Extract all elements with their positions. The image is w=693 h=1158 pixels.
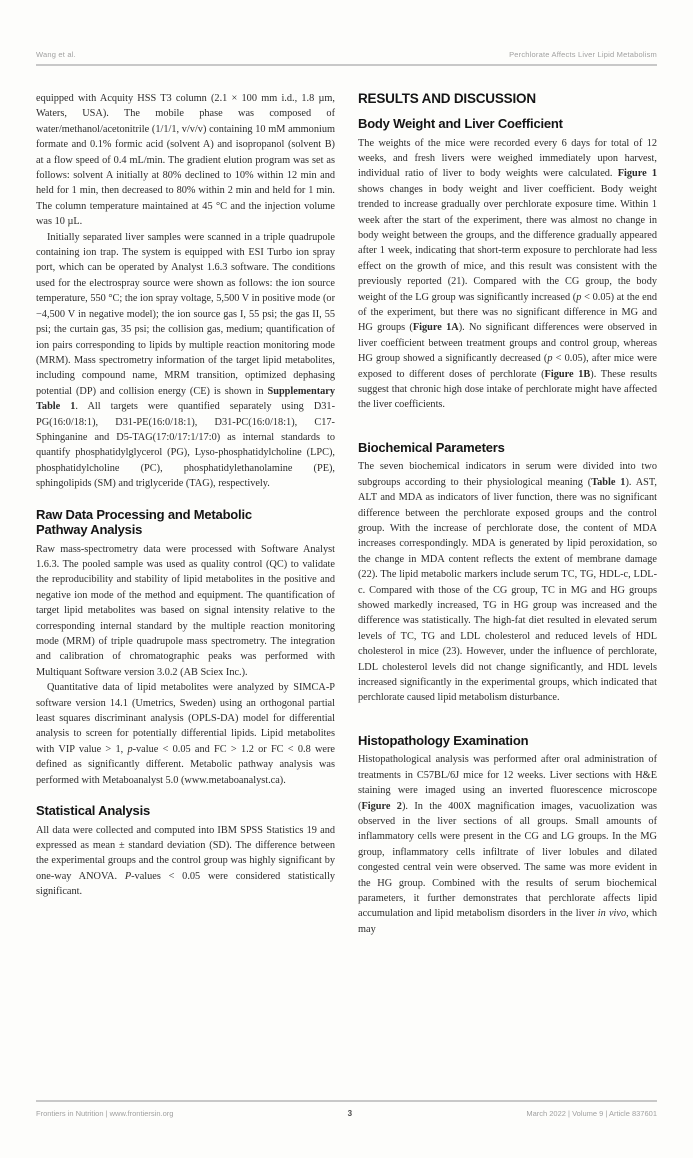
paragraph-ms-conditions — [36, 230, 335, 492]
text-segment: Initially separated liver samples were scanned in a triple quadrupole containing ion trap. The system is equipped with ESI Turbo ion spray port, which can be operated by Analyst 1.6.3 software. The conditions used for the electrospray source were shown as follows: the ion source temperature, 550 °C; the ion spray voltage, 5,500 V in positive mode (or −4,500 V in negative model); the ion source gas I, 55 psi; the gas II, 55 psi; the curtain gas, 35 psi; the collision gas, medium; quantification of ion pairs corresponding to lipids by multiple reaction monitoring mode (MRM). Mass spectrometry information of the target lipid metabolites, including compound name, MRM transition, optimized dephasing potential (DP) and collision energy (CE) is shown in — [36, 231, 335, 397]
text-segment: Figure 1 — [617, 168, 658, 180]
running-head — [36, 50, 657, 59]
text-segment: The weights of the mice were recorded every 6 days for total of 12 weeks, and fresh livers were weighed immediately upon harvest, individual ratio of liver to body weights were calculated. — [358, 137, 657, 180]
text-segment: Figure 1B — [544, 368, 591, 380]
text-segment: ). No significant differences were observed in liver coefficient between treatment groups and control group, whereas HG group showed a significantly decreased ( — [358, 322, 658, 365]
section-heading-statistical-analysis: Statistical Analysis — [36, 803, 151, 819]
text-segment: Figure 1A — [412, 322, 459, 334]
paragraph-lcms-method — [36, 91, 335, 230]
footer-journal: Frontiers in Nutrition | www.frontiersin.org — [36, 1109, 174, 1118]
text-segment: Histopathological analysis was performed after oral administration of treatments in C57BL/6J mice for 12 weeks. Liver sections with H&E staining were imaged using an inverted fluorescence microscope ( — [358, 754, 657, 812]
paragraph-statistical-analysis — [36, 823, 335, 900]
text-segment: . All targets were quantified separately using D31-PG(16:0/18:1), D31-PE(16:0/18:1), D31-PC(16:0/18:1), C17-Sphinganine and D5-TAG(17:0/17:1/17:0) as internal standards to quantify phosphatidylglycerol (PG), Lyso-phosphatidylcholine (LPC), phosphatidylcholine (PC), phosphatidylethanolamine (PE), sphingolipids (SM) and triglyceride (TAG), respectively. — [36, 401, 336, 490]
page-footer — [36, 1100, 657, 1118]
footer-row — [36, 1109, 657, 1118]
section-heading-raw-data-processing: Raw Data Processing and Metabolic Pathway Analysis — [36, 506, 252, 538]
text-segment: ). AST, ALT and MDA as indicators of liver function, there was no significant difference between the perchlorate exposed groups and the control group. With the increase of perchlorate dose, the content of MDA increases correspondingly. MDA is generated by lipid peroxidation, so the change in MDA content reflects the extent of membrane damage (22). The lipid metabolic markers include serum TC, TG, HDL-c, LDL-c. Compared with those of the CG group, TC in MG and HG groups showed markedly increased, TG in HG group was increased and the difference was statistically. The high-fat diet resulted in elevated serum levels of TC, TG and LDL cholesterol and reduced levels of HDL cholesterol in mice (23). However, under the influence of perchlorate, LDL cholesterol levels did not change significantly, and HDL levels increased significantly in the experimental groups, which indicated that perchlorate caused lipid metabolism disturbance. — [358, 476, 658, 704]
text-segment: Raw mass-spectrometry data were processed with Software Analyst 1.6.3. The pooled sample was used as quality control (QC) to validate the reproducibility and stability of lipid metabolites in the positive and negative ion mode of the method and equipment. The quantification of target lipid metabolites was based on signal intensity relative to the corresponding internal standard by the multiple reaction monitoring mode (MRM) of triple quadrupole mass spectrometry. The integration and calibration of chromatographic peaks was performed with Multiquant Software version 3.0.2 (AB Sciex Inc.). — [36, 543, 335, 678]
footer-divider — [36, 1100, 657, 1102]
text-segment: ). These results suggest that chronic high dose intake of perchlorate might have affected the liver coefficients. — [358, 368, 657, 411]
text-segment: Quantitative data of lipid metabolites were analyzed by SIMCA-P software version 14.1 (Umetrics, Sweden) using an orthogonal partial least squares discriminant analysis (OPLS-DA) model for differential analysis to screen for potentially differential lipids. Lipid metabolites with VIP value > 1, — [36, 682, 335, 755]
text-segment: in vivo — [597, 908, 627, 920]
text-segment: -values < 0.05 were considered statistically significant. — [36, 870, 335, 898]
running-head-authors: Wang et al. — [36, 50, 76, 59]
section-heading-results-discussion: RESULTS AND DISCUSSION — [358, 91, 536, 106]
right-column — [358, 91, 657, 937]
section-heading-body-weight: Body Weight and Liver Coefficient — [358, 116, 563, 131]
section-heading-biochemical-parameters: Biochemical Parameters — [358, 439, 505, 455]
text-segment: Supplementary Table 1 — [36, 385, 335, 413]
text-segment: p — [127, 743, 133, 755]
left-column — [36, 91, 335, 937]
paragraph-body-weight — [358, 136, 657, 413]
text-segment: p — [576, 291, 582, 303]
text-segment: Figure 2 — [361, 800, 402, 812]
paragraph-quantitative-analysis — [36, 680, 335, 788]
paragraph-histopathology — [358, 752, 657, 937]
page-body — [36, 91, 657, 937]
page-number: 3 — [347, 1109, 353, 1118]
text-segment: shows changes in body weight and liver coefficient. Body weight trended to increase gradually over perchlorate exposure time. Within 1 week after the start of the experiment, there was almost no change in body weight between the groups, and the difference gradually appeared after 1 week, indicating that short-term exposure to perchlorate had less effect on the growth of mice, and this result was consistent with the previously reported (21). Compared with the CG group, the body weight of the LG group was significantly increased ( — [358, 183, 657, 303]
footer-citation: March 2022 | Volume 9 | Article 837601 — [526, 1109, 657, 1118]
paragraph-raw-data-processing — [36, 542, 335, 681]
paragraph-biochemical-parameters — [358, 459, 657, 706]
text-segment: ). In the 400X magnification images, vacuolization was observed in the liver sections of all groups. Small amounts of inflammatory cells were present in the CG and LG groups. In the MG group, inflammatory cells infiltrate of liver lobules and dilated congested central vein were observed. The same was more evident in the HG group. Combined with the results of serum biochemical parameters, it further demonstrates that perchlorate affects lipid accumulation and lipid metabolism disorders in the liver — [358, 800, 658, 920]
text-segment: equipped with Acquity HSS T3 column (2.1 × 100 mm i.d., 1.8 µm, Waters, USA). The mobile phase was composed of water/methanol/acetonitrile (1/1/1, v/v/v) containing 10 mM ammonium formate and 0.1% formic acid (solvent A) and isopropanol (solvent B) at a flow speed of 0.4 mL/min. The gradient elution program was set as follows: solvent A initially at 80% declined to 10% within 12 min and held for 1 min, then decreased to 80% within 2 min and held for 1 min. The column temperature maintained at 45 °C and the injection volume was 10 µL. — [36, 93, 335, 228]
text-segment: , which may — [358, 908, 658, 935]
text-segment: < 0.05), after mice were exposed to different doses of perchlorate ( — [358, 353, 658, 380]
text-segment: The seven biochemical indicators in serum were divided into two subgroups according to their physiological meaning ( — [358, 461, 657, 488]
running-head-title: Perchlorate Affects Liver Lipid Metabolism — [509, 50, 657, 59]
text-segment: Table 1 — [591, 476, 626, 488]
text-segment: All data were collected and computed into IBM SPSS Statistics 19 and expressed as mean ± standard deviation (SD). The difference between the experimental groups and the control group was highly significant by one-way ANOVA. — [36, 824, 335, 882]
text-segment: P — [124, 870, 132, 882]
text-segment: -value < 0.05 and FC > 1.2 or FC < 0.8 were defined as significantly different. Metabolic pathway analysis was performed with Metaboanalyst 5.0 (www.metaboanalyst.ca). — [36, 743, 335, 786]
text-segment: < 0.05) at the end of the experiment, but there was no significant difference in MG and HG groups ( — [358, 291, 657, 334]
section-heading-histopathology: Histopathology Examination — [358, 732, 529, 748]
header-divider — [36, 64, 657, 66]
text-segment: p — [547, 353, 553, 365]
